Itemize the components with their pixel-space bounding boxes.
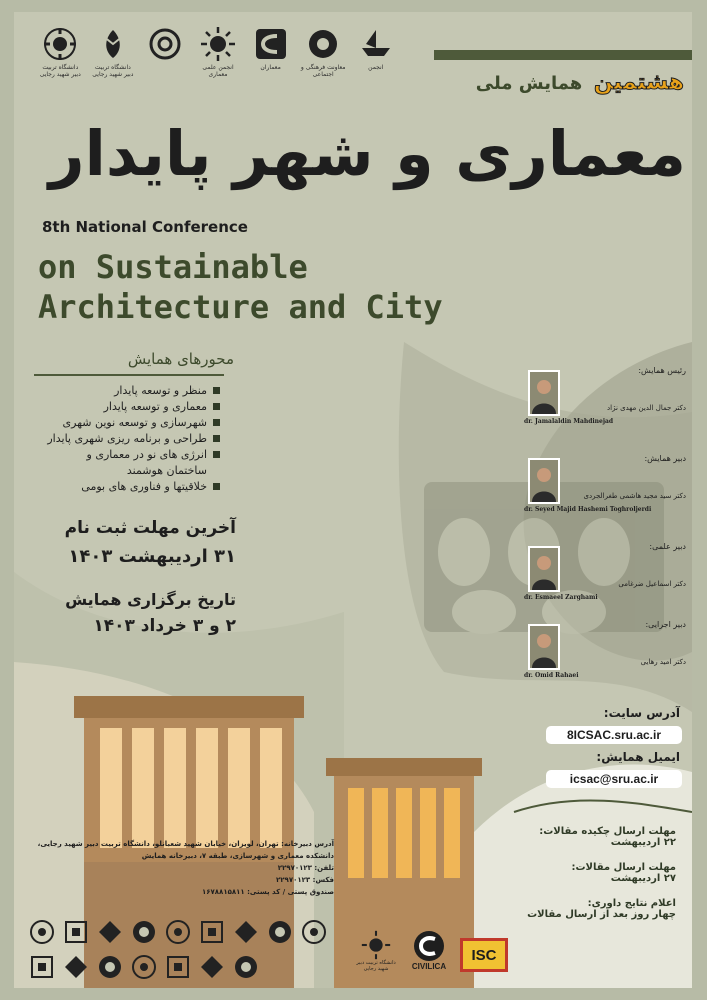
title-subtitle: همایش ملی [475,73,583,94]
organizer-name-en: dr. Jamalaldin Mahdinejad [524,418,614,425]
organizer-role: دبیر علمی: [649,542,686,551]
website-label: آدرس سایت: [603,706,680,720]
boat-emblem-icon [358,26,394,62]
deadline-title: اعلام نتایج داوری: [587,898,676,909]
bullet-square-icon [213,483,220,490]
logo-4 [196,26,241,98]
seal-9-icon [300,918,328,946]
organizers-panel [524,354,692,679]
topic-item [20,382,220,398]
poster-frame [14,12,692,988]
seal-11-icon [62,953,90,981]
rosette-icon [305,26,341,62]
top-logo-row [38,26,398,98]
topics-list [20,382,220,500]
title-subtitle-row [424,70,684,104]
sponsor-sun-logo [352,930,400,978]
deadline-value: ۲۷ اردیبهشت [610,873,676,884]
logo-caption: معاونت فرهنگی و اجتماعی [300,64,346,78]
logo-caption: معماران [260,64,281,71]
seal-2-icon [62,918,90,946]
logo-6 [301,26,346,98]
deadline-value: چهار روز بعد از ارسال مقالات [527,909,676,920]
logo-3 [143,26,188,98]
registration-deadline-title: آخرین مهلت ثبت نام [64,518,236,538]
bullet-square-icon [213,403,220,410]
sun-emblem-icon [200,26,236,62]
organizer-name-fa: دکتر سید مجید هاشمی طغرالجردی [583,492,686,500]
topic-item [20,446,220,462]
organizer-role: دبیر همایش: [644,454,686,463]
topic-item [20,414,220,430]
topic-label: منظر و توسعه پایدار [114,383,207,397]
seal-5-icon [164,918,192,946]
seal-3-icon [96,918,124,946]
organizer-card [524,608,692,686]
topic-label: ساختمان هوشمند [126,463,207,477]
email-link[interactable]: icsac@sru.ac.ir [546,770,682,788]
deadline-item [500,862,676,884]
seal-7-icon [232,918,260,946]
civilica-c-icon [412,930,446,962]
seal-4-icon [130,918,158,946]
civilica-label: CIVILICA [411,962,447,971]
secretariat-address [34,838,334,902]
website-link[interactable]: 8ICSAC.sru.ac.ir [546,726,682,744]
seal-14-icon [164,953,192,981]
organizer-role: دبیر اجرایی: [645,620,686,629]
bottom-logo-grid [28,918,328,984]
bullet-square-icon [213,387,220,394]
title-ordinal: هشتمین [593,70,684,95]
title-en-line1: 8th National Conference [42,218,248,236]
topic-item [20,462,220,478]
deadline-item [500,826,676,848]
address-line: دانشکده معماری و شهرسازی، طبقه ۷، دبیرخانه همایش [141,852,334,860]
tulip-seal-icon [95,26,131,62]
abstract-c-icon [253,26,289,62]
seal-12-icon [96,953,124,981]
logo-2 [91,26,136,98]
seal-16-icon [232,953,260,981]
topic-label: انرژی های نو در معماری و [86,447,207,461]
conference-dates-value: ۲ و ۳ خرداد ۱۴۰۳ [93,616,236,636]
bullet-square-icon [213,451,220,458]
seal-15-icon [198,953,226,981]
conference-dates-title: تاریخ برگزاری همایش [65,590,236,609]
topic-item [20,478,220,494]
organizer-name-fa: دکتر جمال الدین مهدی نژاد [607,404,686,412]
seal-13-icon [130,953,158,981]
topic-label: طراحی و برنامه ریزی شهری پایدار [47,431,207,445]
organizer-name-fa: دکتر اسماعیل ضرغامی [618,580,686,588]
bullet-square-icon [213,435,220,442]
topics-heading: محورهای همایش [127,350,234,368]
deadline-title: مهلت ارسال مقالات: [571,862,676,873]
organizer-name-en: dr. Omid Rahaei [524,672,579,679]
sunflower-seal-icon [42,26,78,62]
logo-caption: انجمن علمی معماری [202,64,234,78]
seal-8-icon [266,918,294,946]
organizer-name-en: dr. Esmaeel Zarghami [524,594,598,601]
organizer-role: رئیس همایش: [638,366,686,375]
address-line: فکس: ۲۲۹۷۰۱۲۳ [276,876,334,884]
title-en-line3: Architecture and City [38,288,443,326]
deadline-item [500,898,676,920]
organizer-name-fa: دکتر امید رهایی [640,658,686,666]
organizer-name-en: dr. Seyed Majid Hashemi Toghroljerdi [524,506,652,513]
logo-7 [353,26,398,98]
topic-item [20,430,220,446]
sponsor-sun-caption: دانشگاه تربیت دبیر شهید رجایی [356,960,396,972]
logo-caption: دانشگاه تربیت دبیر شهید رجایی [92,64,134,78]
address-line: صندوق پستی / کد پستی: ۱۶۷۸۸۱۵۸۱۱ [201,888,334,896]
topic-label: خلاقیتها و فناوری های بومی [81,479,207,493]
topic-label: معماری و توسعه پایدار [103,399,207,413]
isc-label: ISC [471,946,497,964]
registration-deadline-date: ۳۱ اردیبهشت ۱۴۰۳ [68,546,236,567]
organizer-card [524,354,692,432]
address-line: آدرس دبیرخانه: تهران، لویزان، خیابان شهید شعبانلو، دانشگاه تربیت دبیر شهید رجایی، [37,840,334,848]
title-en-line2: on Sustainable [38,248,308,286]
email-label: ایمیل همایش: [596,750,680,764]
bullet-square-icon [213,419,220,426]
deadlines-panel [500,826,676,966]
logo-caption: دانشگاه تربیت دبیر شهید رجایی [39,64,81,78]
logo-caption: انجمن [368,64,384,71]
seal-1-icon [28,918,56,946]
deadline-title: مهلت ارسال چکیده مقالات: [539,826,676,837]
sun-emblem-icon [361,930,391,960]
seal-6-icon [198,918,226,946]
organizer-card [524,530,692,608]
organizer-card [524,442,692,520]
logo-1 [38,26,83,98]
deadline-value: ۲۲ اردیبهشت [610,837,676,848]
topic-item [20,398,220,414]
seal-10-icon [28,953,56,981]
address-line: تلفن: ۲۲۹۷۰۱۲۳ [277,864,334,872]
logo-5 [248,26,293,98]
circle-emblem-icon [147,26,183,62]
civilica-logo [404,930,454,980]
topics-underline [34,374,224,376]
isc-logo [460,938,508,972]
topic-label: شهرسازی و توسعه نوین شهری [62,415,207,429]
title-stripe [434,50,692,60]
title-main: معماری و شهر پایدار [48,117,686,190]
